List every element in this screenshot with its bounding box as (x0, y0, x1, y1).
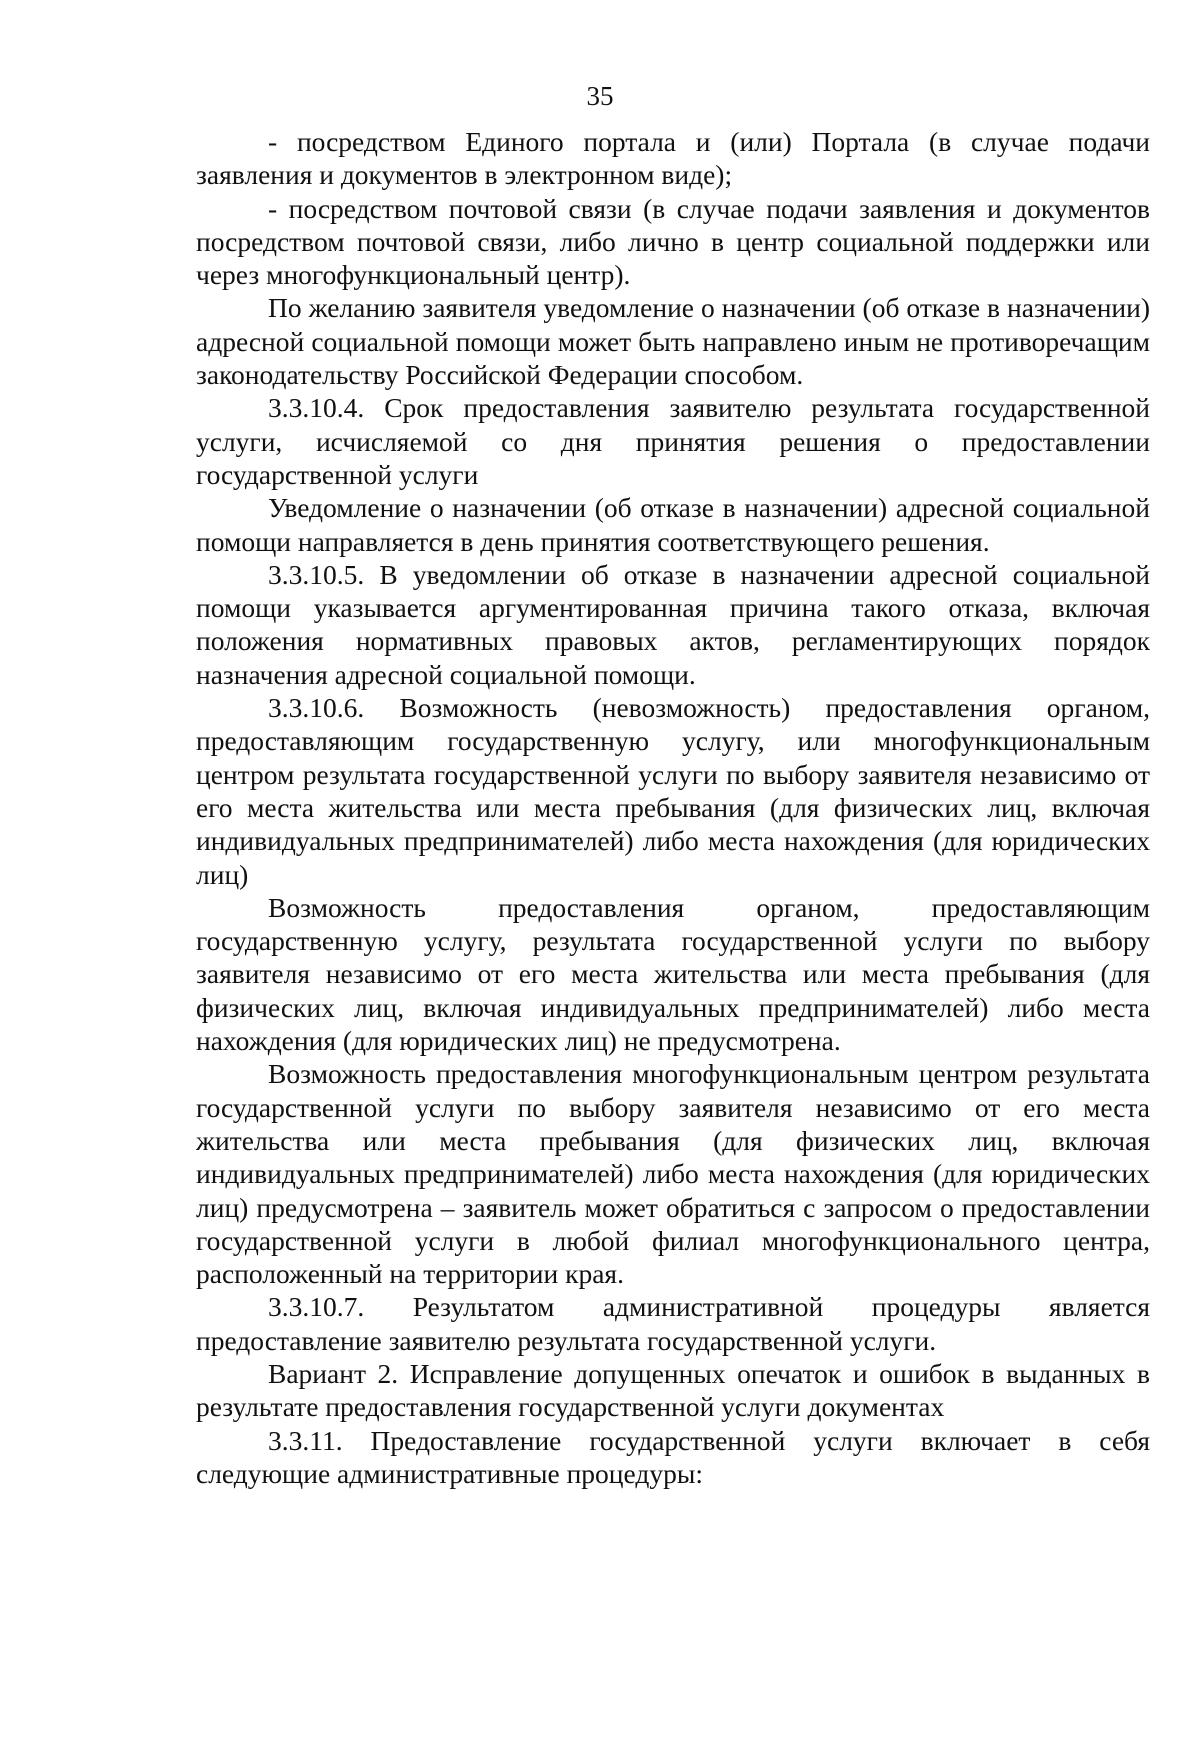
paragraph-3-3-11: 3.3.11. Предоставление государственной услуги включает в себя следующие административные процедуры: (196, 1424, 1150, 1489)
paragraph-postal-delivery: - посредством почтовой связи (в случае подачи заявления и документов посредством почтовой связи, либо лично в центр социальной поддержки или через многофункциональный центр). (196, 192, 1150, 291)
paragraph-variant-2: Вариант 2. Исправление допущенных опечаток и ошибок в выданных в результате предоставления государственной услуги документах (196, 1357, 1150, 1423)
paragraph-alternative-method: По желанию заявителя уведомление о назначении (об отказе в назначении) адресной социальной помощи может быть направлено иным не противоречащим законодательству Российской Федерации способом. (196, 292, 1150, 391)
paragraph-portal-delivery: - посредством Единого портала и (или) Портала (в случае подачи заявления и документов в электронном виде); (196, 126, 1150, 191)
page-number: 35 (586, 81, 614, 111)
paragraph-3-3-10-6: 3.3.10.6. Возможность (невозможность) предоставления органом, предоставляющим государственную услугу, или многофункциональным центром результата государственной услуги по выбору заявителя независимо от его места жительства или места пребывания (для физических лиц, включая индивидуальных предпринимателей) либо места нахождения (для юридических лиц) (196, 692, 1150, 890)
paragraph-3-3-10-4: 3.3.10.4. Срок предоставления заявителю результата государственной услуги, исчисляемой со дня принятия решения о предоставлении государственной услуги (196, 392, 1150, 490)
paragraph-3-3-10-7: 3.3.10.7. Результатом административной процедуры является предоставление заявителю результата государственной услуги. (196, 1291, 1150, 1356)
document-body (196, 125, 1150, 1490)
paragraph-3-3-10-5: 3.3.10.5. В уведомлении об отказе в назначении адресной социальной помощи указывается аргументированная причина такого отказа, включая положения нормативных правовых актов, регламентирующих порядок назначения адресной социальной помощи. (196, 558, 1150, 690)
paragraph-authority-option: Возможность предоставления органом, предоставляющим государственную услугу, результата государственной услуги по выбору заявителя независимо от его места жительства или места пребывания (для физических лиц, включая индивидуальных предпринимателей) либо места нахождения (для юридических лиц) не предусмотрена. (196, 891, 1150, 1057)
paragraph-mfc-option: Возможность предоставления многофункциональным центром результата государственной услуги по выбору заявителя независимо от его места жительства или места пребывания (для физических лиц, включая индивидуальных предпринимателей) либо места нахождения (для юридических лиц) предусмотрена – заявитель может обратиться с запросом о предоставлении государственной услуги в любой филиал многофункционального центра, расположенный на территории края. (196, 1058, 1150, 1290)
paragraph-notification-timing: Уведомление о назначении (об отказе в назначении) адресной социальной помощи направляется в день принятия соответствующего решения. (196, 492, 1150, 557)
